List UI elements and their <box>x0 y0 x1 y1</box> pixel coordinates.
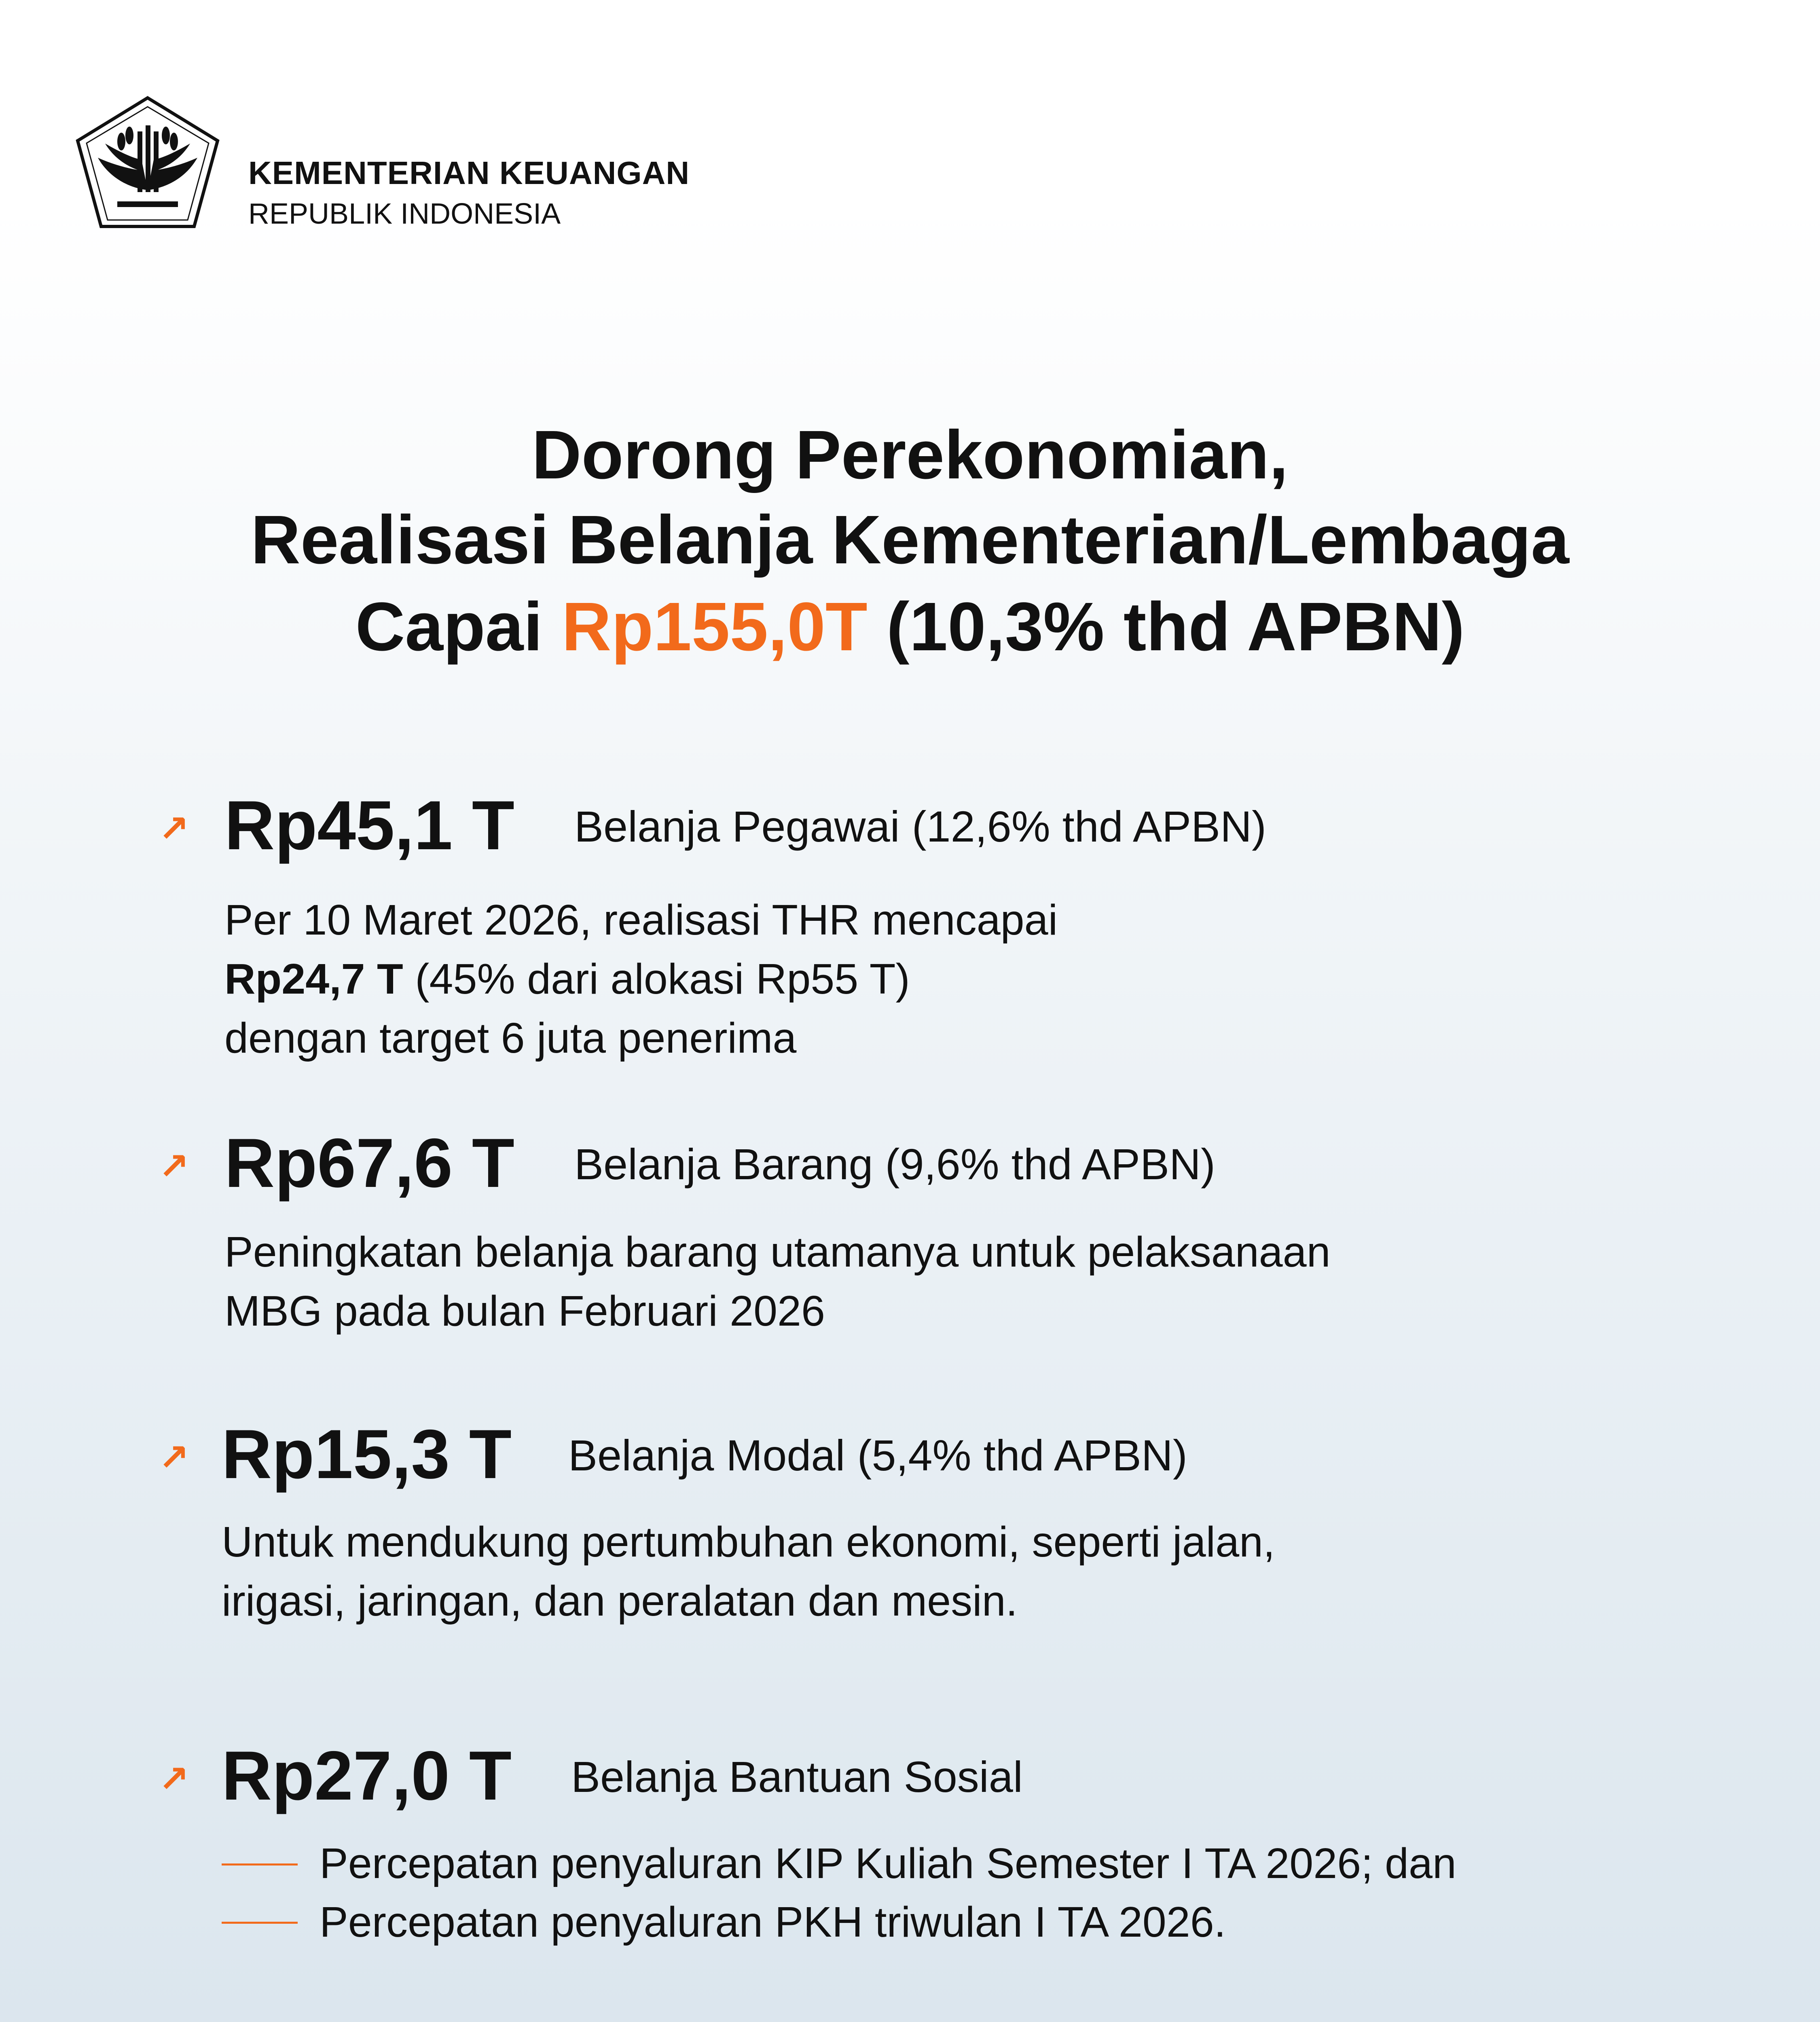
label-belanja-barang: Belanja Barang (9,6% thd APBN) <box>574 1140 1215 1189</box>
title-highlight-amount: Rp155,0T <box>561 588 868 665</box>
label-belanja-modal: Belanja Modal (5,4% thd APBN) <box>568 1431 1187 1480</box>
body-line: Peningkatan belanja barang utamanya untuk pelaksanaan <box>224 1228 1331 1276</box>
list-dash <box>222 1863 298 1865</box>
section-body <box>222 1512 1275 1631</box>
body-line: irigasi, jaringan, dan peralatan dan mesin. <box>222 1577 1018 1625</box>
kemenkeu-emblem-icon <box>73 93 222 231</box>
amount-belanja-barang: Rp67,6 T <box>224 1124 514 1202</box>
amount-belanja-modal: Rp15,3 T <box>222 1415 512 1493</box>
org-subtitle: REPUBLIK INDONESIA <box>248 198 561 230</box>
page-title-line-1: Dorong Perekonomian, <box>531 417 1289 493</box>
body-line: Untuk mendukung pertumbuhan ekonomi, seperti jalan, <box>222 1518 1275 1566</box>
amount-belanja-pegawai: Rp45,1 T <box>224 787 514 864</box>
list-item: Percepatan penyaluran PKH triwulan I TA 2026. <box>320 1898 1226 1946</box>
body-line <box>224 950 1058 1009</box>
org-name: KEMENTERIAN KEUANGAN <box>248 155 690 191</box>
amount-belanja-bantuan-sosial: Rp27,0 T <box>222 1737 512 1815</box>
section-body <box>224 890 1058 1068</box>
list-dash <box>222 1922 298 1924</box>
trend-up-arrow-icon: ↗ <box>159 1146 189 1187</box>
title-prefix: Capai <box>355 588 562 665</box>
body-line: Per 10 Maret 2026, realisasi THR mencapai <box>224 896 1058 944</box>
trend-up-arrow-icon: ↗ <box>159 1759 189 1800</box>
section-body <box>224 1223 1331 1341</box>
body-bold-amount: Rp24,7 T <box>224 955 403 1003</box>
trend-up-arrow-icon: ↗ <box>159 1438 189 1478</box>
body-line: dengan target 6 juta penerima <box>224 1014 797 1062</box>
page-title-line-3 <box>0 588 1820 665</box>
list-item: Percepatan penyaluran KIP Kuliah Semester I TA 2026; dan <box>320 1840 1456 1887</box>
trend-up-arrow-icon: ↗ <box>159 809 189 849</box>
label-belanja-pegawai: Belanja Pegawai (12,6% thd APBN) <box>574 802 1267 851</box>
label-belanja-bantuan-sosial: Belanja Bantuan Sosial <box>571 1752 1023 1801</box>
body-line: MBG pada bulan Februari 2026 <box>224 1287 825 1335</box>
title-suffix: (10,3% thd APBN) <box>867 588 1465 665</box>
page-title-line-2: Realisasi Belanja Kementerian/Lembaga <box>251 501 1569 578</box>
body-line-rest: (45% dari alokasi Rp55 T) <box>403 955 910 1003</box>
